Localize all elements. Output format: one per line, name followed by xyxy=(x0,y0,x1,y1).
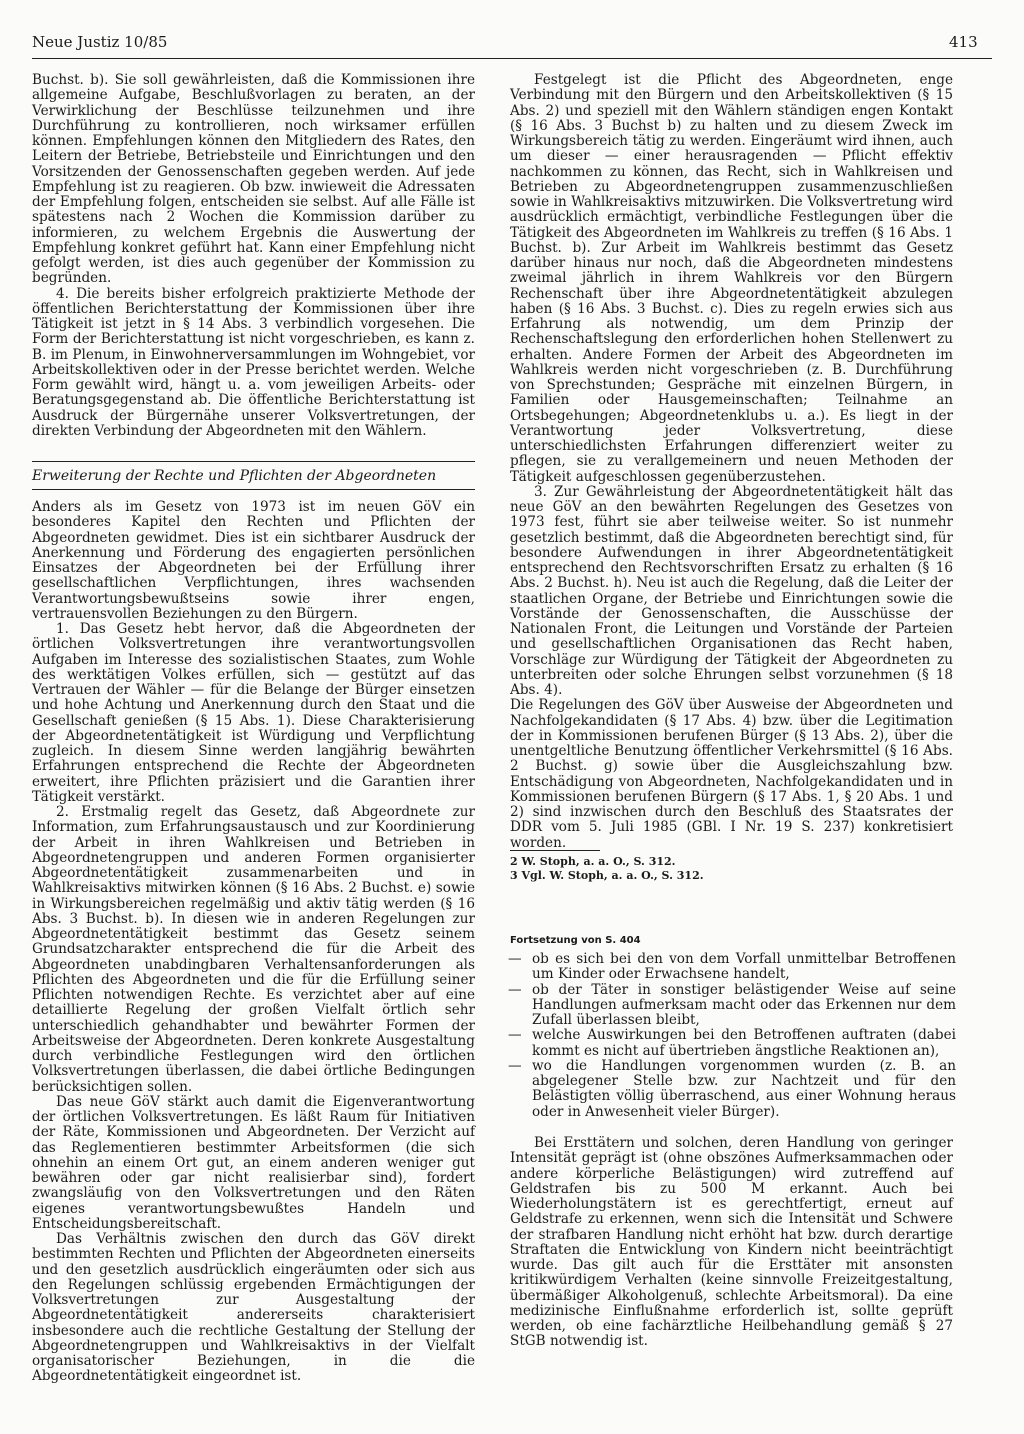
paragraph: Das neue GöV stärkt auch damit die Eigenverantwortung der örtlichen Volksvertretungen. Es läßt Raum für Initiativen der Räte, Kommissionen und Abgeordneten. Der Verzicht auf das Reglementieren bestimmter Arbeitsformen (die sich ohnehin an einem Ort gut, an einem anderen weniger gut bewähren oder gar nicht realisierbar sind), fordert zwangsläufig von den Volksvertretungen und den Räten eigenes verantwortungsbewußtes Handeln und Entscheidungsbereitschaft. xyxy=(32,1093,475,1232)
footnote-2: 2 W. Stoph, a. a. O., S. 312. xyxy=(510,855,676,868)
footnote-3: 3 Vgl. W. Stoph, a. a. O., S. 312. xyxy=(510,869,704,882)
paragraph: 4. Die bereits bisher erfolgreich praktizierte Methode der öffentlichen Berichterstattung der Kommissionen über ihre Tätigkeit ist jetzt in § 14 Abs. 3 verbindlich vorgesehen. Die Form der Berichterstattung ist nicht vorgeschrieben, es kann z. B. im Plenum, in Einwohnerversammlungen im Wohngebiet, vor Arbeitskollektiven oder in der Presse berichtet werden. Welche Form gewählt wird, hängt u. a. vom jeweiligen Arbeits- oder Beratungsgegenstand ab. Die öffentliche Berichterstattung ist Ausdruck der Bürgernähe unserer Volksvertretungen, der direkten Verbindung der Abgeordneten mit den Wählern. xyxy=(32,285,475,439)
paragraph: 2. Erstmalig regelt das Gesetz, daß Abgeordnete zur Information, zum Erfahrungsaustausch und zur Koordinierung der Arbeit in ihren Wahlkreisen und Betrieben in Abgeordnetengruppen und anderen Formen organisierter Abgeordnetentätigkeit zusammenarbeiten und in Wahlkreisaktivs mitwirken können (§ 16 Abs. 2 Buchst. e) sowie in Wirkungsbereichen regelmäßig und aktiv tätig werden (§ 16 Abs. 3 Buchst. b). In diesen wie in anderen Regelungen zur Abgeordnetentätigkeit bestimmt das Gesetz seinem Grundsatzcharakter entsprechend die für die Arbeit des Abgeordneten unabdingbaren Verhaltensanforderungen als Pflichten des Abgeordneten und die für die Erfüllung seiner Pflichten notwendigen Rechte. Es verzichtet aber auf eine detaillierte Regelung der großen Vielfalt örtlich sehr unterschiedlich gehandhabter und bewährter Formen der Arbeitsweise der Abgeordneten. Deren konkrete Ausgestaltung durch verbindliche Festlegungen wird den örtlichen Volksvertretungen überlassen, die dabei örtliche Bedingungen berücksichtigen sollen. xyxy=(32,804,475,1095)
paragraph: Bei Ersttätern und solchen, deren Handlung von geringer Intensität geprägt ist (ohne obszönes Aufmerksammachen oder andere körperliche Belästigungen) wird zutreffend auf Geldstrafen bis zu 500 M erkannt. Auch bei Wiederholungstätern ist es gerechtfertigt, erneut auf Geldstrafe zu erkennen, wenn sich die Intensität und Schwere der strafbaren Handlung nicht erhöht hat bzw. durch derartige Straftaten die Entwicklung von Kindern nicht beeinträchtigt wurde. Das gilt auch für die Ersttäter mit ansonsten kritikwürdigem Verhalten (keine sinnvolle Freizeitgestaltung, übermäßiger Alkoholgenuß, schlechte Arbeitsmoral). Da eine medizinische Einflußnahme erforderlich ist, sollte geprüft werden, ob eine fachärztliche Heilbehandlung gemäß § 27 StGB notwendig ist. xyxy=(510,1135,953,1350)
header-rule xyxy=(32,58,992,59)
dash-marker: — xyxy=(508,981,522,998)
dash-marker: — xyxy=(508,951,522,967)
right-column-bottom xyxy=(510,1136,953,1350)
dash-marker: — xyxy=(508,1057,522,1074)
paragraph: 3. Zur Gewährleistung der Abgeordnetentätigkeit hält das neue GöV an den bewährten Regelungen des Gesetzes von 1973 fest, führt sie aber teilweise weiter. So ist nunmehr gesetzlich bestimmt, daß die Abgeordneten berechtigt sind, für besondere Aufwendungen in ihrer Abgeordnetentätigkeit entsprechend den Rechtsvorschriften Ersatz zu erhalten (§ 16 Abs. 2 Buchst. h). Neu ist auch die Regelung, daß die Leiter der staatlichen Organe, der Betriebe und Einrichtungen sowie die Vorstände der Genossenschaften, die Ausschüsse der Nationalen Front, die Leitungen und Vorstände der Parteien und gesellschaftlichen Organisationen das Recht haben, Vorschläge zur Würdigung der Tätigkeit der Abgeordneten zu unterbreiten oder solche Ehrungen selbst vorzunehmen (§ 18 Abs. 4). xyxy=(510,483,953,698)
right-column-top xyxy=(510,73,953,851)
paragraph: Anders als im Gesetz von 1973 ist im neuen GöV ein besonderes Kapitel den Rechten und Pflichten der Abgeordneten gewidmet. Dies ist ein sichtbarer Ausdruck der Anerkennung und Förderung des engagierten persönlichen Einsatzes der Abgeordneten bei der Erfüllung ihrer gesellschaftlichen Verpflichtungen, ihres wachsenden Verantwortungsbewußtseins sowie ihrer engen, vertrauensvollen Beziehungen zu den Bürgern. xyxy=(32,499,475,622)
continuation-label: Fortsetzung von S. 404 xyxy=(510,935,641,946)
section-heading: Erweiterung der Rechte und Pflichten der Abgeordneten xyxy=(32,461,475,490)
paragraph: 1. Das Gesetz hebt hervor, daß die Abgeordneten der örtlichen Volksvertretungen ihre verantwortungsvollen Aufgaben im Interesse des sozialistischen Staates, zum Wohle des werktätigen Volkes erfüllen, sich — gestützt auf das Vertrauen der Wähler — für die Belange der Bürger einsetzen und hohe Achtung und Anerkennung durch den Staat und die Gesellschaft genießen (§ 15 Abs. 1). Diese Charakterisierung der Abgeordnetentätigkeit ist Würdigung und Verpflichtung zugleich. In diesem Sinne werden langjährig bewährten Erfahrungen entsprechend die Rechte der Abgeordneten erweitert, ihre Pflichten präzisiert und die Garantien ihrer Tätigkeit verstärkt. xyxy=(32,621,475,805)
left-column-bottom xyxy=(32,500,475,1385)
paragraph: Festgelegt ist die Pflicht des Abgeordneten, enge Verbindung mit den Bürgern und den Arbeitskollektiven (§ 15 Abs. 2) und speziell mit den Wählern ständigen engen Kontakt (§ 16 Abs. 3 Buchst b) zu halten und zu diesem Zweck im Wirkungsbereich tätig zu werden. Eingeräumt wird ihnen, auch um dieser — einer herausragenden — Pflicht effektiv nachkommen zu können, das Recht, sich in Wahlkreisen und Betrieben zu Abgeordnetengruppen zusammenzuschließen sowie in Wahlkreisaktivs mitzuwirken. Die Volksvertretung wird ausdrücklich ermächtigt, verbindliche Festlegungen über die Tätigkeit des Abgeordneten im Wahlkreis zu treffen (§ 16 Abs. 1 Buchst. b). Zur Arbeit im Wahlkreis bestimmt das Gesetz darüber hinaus nur noch, daß die Abgeordneten mindestens zweimal jährlich in ihrem Wahlkreis vor den Bürgern Rechenschaft über ihre Abgeordnetentätigkeit abzulegen haben (§ 16 Abs. 3 Buchst. c). Dies zu regeln erwies sich aus Erfahrung als notwendig, um dem Prinzip der Rechenschaftslegung den erforderlichen hohen Stellenwert zu erhalten. Andere Formen der Arbeit des Abgeordneten im Wahlkreis werden nicht vorgeschrieben (z. B. Durchführung von Sprechstunden; Gespräche mit einzelnen Bürgern, in Familien oder Hausgemeinschaften; Teilnahme an Ortsbegehungen; Abgeordnetenklubs u. a.). Es liegt in der Verantwortung jeder Volksvertretung, diese unterschiedlichsten Erfahrungen differenziert weiter zu pflegen, sie zu verallgemeinern und neuen Methoden der Tätigkeit aufgeschlossen gegenüberzustehen. xyxy=(510,72,953,485)
list-item xyxy=(506,983,956,1029)
footnote-rule xyxy=(510,850,600,851)
list-item xyxy=(506,1059,956,1120)
list-item xyxy=(506,952,956,983)
dash-marker: — xyxy=(508,1027,522,1044)
list-item-text: wo die Handlungen vorgenommen wurden (z. B. an abgelegener Stelle bzw. zur Nachtzeit und für den Belästigten völlig überraschend, aus einer Wohnung heraus oder in Anwesenheit vieler Bürger). xyxy=(532,1057,956,1120)
paragraph: Die Regelungen des GöV über Ausweise der Abgeordneten und Nachfolgekandidaten (§ 17 Abs. 4) bzw. über die Legitimation der in Kommissionen berufenen Bürger (§ 13 Abs. 2), über die unentgeltliche Benutzung öffentlicher Verkehrsmittel (§ 16 Abs. 2 Buchst. g) sowie über die Ausgleichszahlung bzw. Entschädigung von Abgeordneten, Nachfolgekandidaten und in Kommissionen berufenen Bürgern (§ 17 Abs. 1, § 20 Abs. 1 und 2) sind inzwischen durch den Beschluß des Staatsrates der DDR vom 5. Juli 1985 (GBl. I Nr. 19 S. 237) konkretisiert worden. xyxy=(510,697,953,851)
list-item-text: ob der Täter in sonstiger belästigender Weise auf seine Handlungen aufmerksam macht oder das Erkennen nur dem Zufall überlassen bleibt, xyxy=(532,981,956,1028)
page-number: 413 xyxy=(949,33,978,51)
journal-title: Neue Justiz 10/85 xyxy=(32,33,168,51)
list-item-text: welche Auswirkungen bei den Betroffenen auftraten (dabei kommt es nicht auf übertrieben ängstliche Reaktionen an), xyxy=(532,1027,956,1059)
left-column-top xyxy=(32,73,475,439)
list-item xyxy=(506,1028,956,1059)
criteria-list xyxy=(506,952,956,1120)
list-item-text: ob es sich bei den von dem Vorfall unmittelbar Betroffenen um Kinder oder Erwachsene handelt, xyxy=(532,951,956,983)
paragraph: Buchst. b). Sie soll gewährleisten, daß die Kommissionen ihre allgemeine Aufgabe, Beschlußvorlagen zu beraten, an der Verwirklichung der Beschlüsse teilzunehmen und ihre Durchführung zu kontrollieren, noch wirksamer erfüllen können. Empfehlungen können den Mitgliedern des Rates, den Leitern der Betriebe, Betriebsteile und Einrichtungen und den Vorsitzenden der Genossenschaften gegeben werden. Auf jede Empfehlung ist zu reagieren. Ob bzw. inwieweit die Adressaten der Empfehlung folgen, entscheiden sie selbst. Auf alle Fälle ist spätestens nach 2 Wochen die Kommission darüber zu informieren, zu welchem Ergebnis die Auswertung der Empfehlung konkret geführt hat. Kann einer Empfehlung nicht gefolgt werden, ist dies auch gegenüber der Kommission zu begründen. xyxy=(32,72,475,287)
paragraph: Das Verhältnis zwischen den durch das GöV direkt bestimmten Rechten und Pflichten der Abgeordneten einerseits und den gesetzlich ausdrücklich eingeräumten oder sich aus den Regelungen schlüssig ergebenden Ermächtigungen der Volksvertretungen zur Ausgestaltung der Abgeordnetentätigkeit andererseits charakterisiert insbesondere auch die rechtliche Gestaltung der Stellung der Abgeordnetengruppen und Wahlkreisaktivs in der Vielfalt organisatorischer Beziehungen, in die die Abgeordnetentätigkeit eingeordnet ist. xyxy=(32,1231,475,1385)
